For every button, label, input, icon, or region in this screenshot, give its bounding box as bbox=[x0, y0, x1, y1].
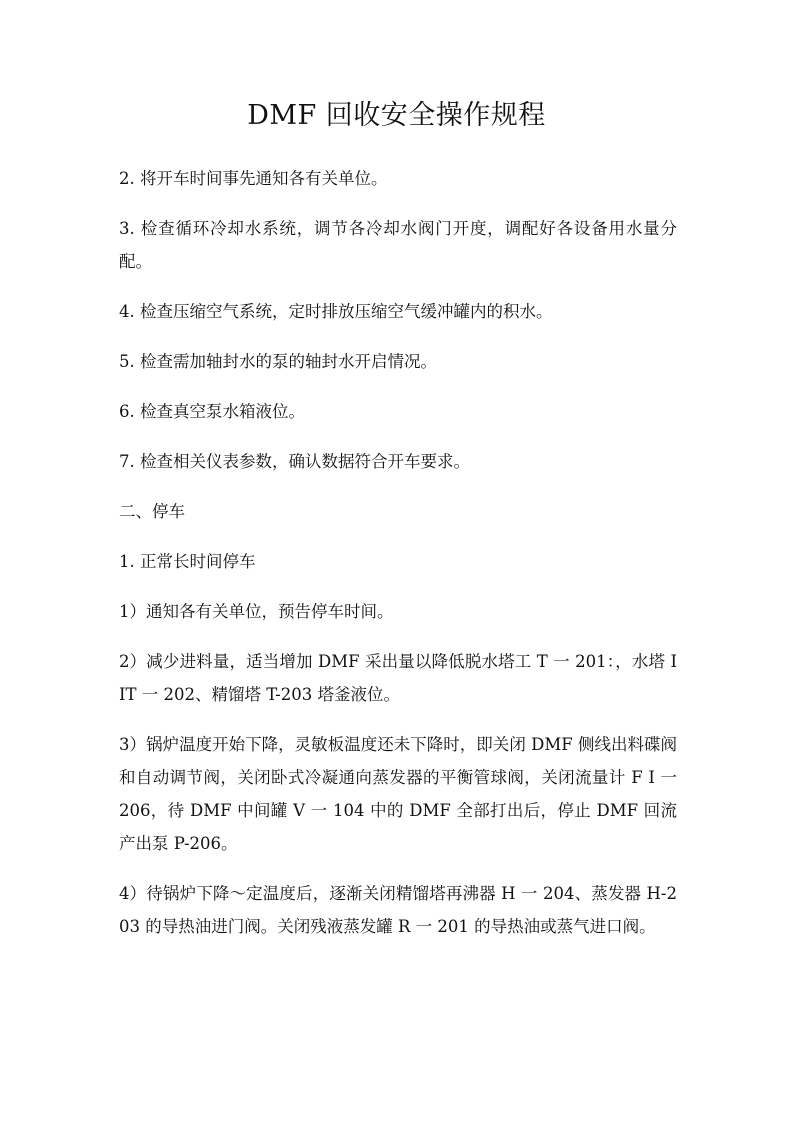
paragraph-step-6: 6. 检查真空泵水箱液位。 bbox=[119, 402, 305, 421]
paragraph-substep-3: 3）锅炉温度开始下降，灵敏板温度还未下降时，即关闭 DMF 侧线出料碟阀和自动调节阀，关闭卧式冷凝通向蒸发器的平衡管球阀，关闭流量计 F I 一 206，待 DMF 中间罐 V 一 104 中的 DMF 全部打出后，停止 DMF 回流产出泵 P-206。 bbox=[119, 735, 683, 853]
section-heading-shutdown: 二、停车 bbox=[119, 502, 185, 521]
paragraph-step-7: 7. 检查相关仪表参数，确认数据符合开车要求。 bbox=[119, 452, 470, 471]
document-body bbox=[119, 162, 683, 960]
paragraph-step-5: 5. 检查需加轴封水的泵的轴封水开启情况。 bbox=[119, 352, 437, 371]
paragraph-substep-1: 1）通知各有关单位，预告停车时间。 bbox=[119, 602, 394, 621]
paragraph-substep-2: 2）减少进料量，适当增加 DMF 采出量以降低脱水塔工 T 一 201：，水塔 IIT 一 202、精馏塔 T-203 塔釜液位。 bbox=[119, 652, 677, 704]
document-title: DMF 回收安全操作规程 bbox=[247, 100, 546, 131]
paragraph-step-3: 3. 检查循环冷却水系统，调节各冷却水阀门开度，调配好各设备用水量分配。 bbox=[119, 219, 677, 271]
paragraph-step-2: 2. 将开车时间事先通知各有关单位。 bbox=[119, 169, 388, 188]
paragraph-substep-4: 4）待锅炉下降～定温度后，逐渐关闭精馏塔再沸器 H 一 204、蒸发器 H-203 的导热油进门阀。关闭残液蒸发罐 R 一 201 的导热油或蒸气进口阀。 bbox=[119, 884, 677, 936]
subheading-normal-shutdown: 1. 正常长时间停车 bbox=[119, 552, 256, 571]
paragraph-step-4: 4. 检查压缩空气系统，定时排放压缩空气缓冲罐内的积水。 bbox=[119, 302, 553, 321]
